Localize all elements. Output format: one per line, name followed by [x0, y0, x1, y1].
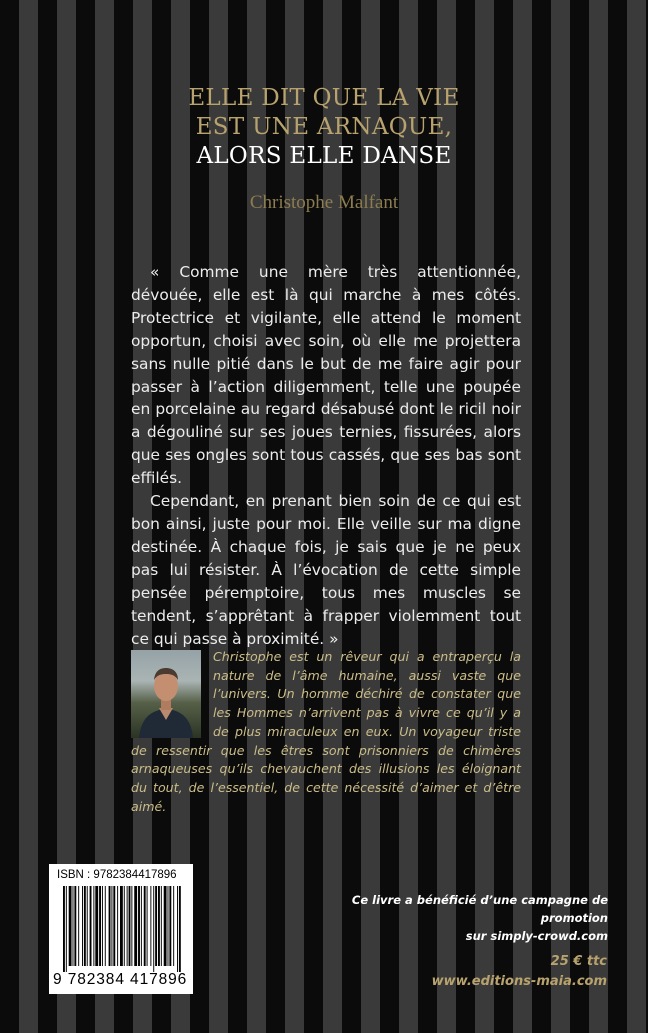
- author-photo: [131, 650, 201, 738]
- quote-paragraph-1: « Comme une mère très attentionnée, dévouée, elle est là qui marche à mes côtés. Protectrice et vigilante, elle attend le moment opportun, choisi avec soin, où elle me projettera sans nulle pitié dans le but de me faire agir pour passer à l’action diligemment, telle une poupée en porcelaine au regard désabusé dont le ricil noir a dégouliné sur ses joues ternies, fissurées, alors que ses ongles sont tous cassés, que ses bas sont effilés.: [131, 263, 521, 488]
- barcode-bar: [99, 886, 101, 966]
- barcode-bar: [147, 886, 148, 966]
- isbn-label: ISBN : 9782384417896: [57, 869, 177, 881]
- barcode-bar: [129, 886, 131, 966]
- barcode-bar: [153, 886, 154, 972]
- title-line-1: ELLE DIT QUE LA VIE: [188, 85, 460, 111]
- barcode-bar: [74, 886, 76, 966]
- author-bio: [131, 648, 521, 816]
- barcode-bar: [164, 886, 167, 966]
- barcode-bar: [63, 886, 65, 972]
- barcode-bar: [78, 886, 79, 966]
- barcode-bar: [90, 886, 92, 966]
- quote-paragraph-2: Cependant, en prenant bien soin de ce qui est bon ainsi, juste pour moi. Elle veille sur ma digne destinée. À chaque fois, je sais que je ne peux pas lui résister. À l’évocation de cette simple pensée péremptoire, tous mes muscles se tendent, s’apprêtant à frapper violemment tout ce qui passe à proximité. »: [131, 492, 521, 648]
- barcode-bar: [169, 886, 171, 966]
- barcode-bar: [131, 886, 132, 966]
- author-name: Christophe Malfant: [249, 192, 399, 213]
- isbn-digits: 9 782384 417896: [53, 971, 188, 988]
- barcode-bar: [158, 886, 160, 966]
- barcode-bar: [177, 886, 178, 972]
- barcode-bar: [95, 886, 98, 966]
- barcode-bars: [63, 886, 181, 972]
- title-line-2: EST UNE ARNAQUE,: [195, 114, 453, 140]
- promo-note: [288, 891, 608, 945]
- title-line-3: ALORS ELLE DANSE: [196, 143, 452, 169]
- barcode-bar: [179, 886, 181, 972]
- barcode-bar: [124, 886, 125, 966]
- barcode-bar: [138, 886, 140, 966]
- barcode-bar: [113, 886, 115, 966]
- promo-line-2: sur simply-crowd.com: [465, 929, 608, 943]
- barcode-bar: [66, 886, 67, 972]
- back-cover-quote: [131, 261, 521, 650]
- barcode-bar: [105, 886, 106, 966]
- barcode-bar: [120, 886, 123, 966]
- barcode-bar: [69, 886, 72, 966]
- barcode-bar: [141, 886, 142, 966]
- barcode-bar: [144, 886, 146, 966]
- barcode-bar: [109, 886, 111, 966]
- barcode-bar: [87, 886, 88, 966]
- barcode-bar: [134, 886, 137, 966]
- barcode-bar: [84, 886, 86, 966]
- barcode-bar: [117, 886, 118, 966]
- book-title: [0, 84, 648, 171]
- barcode-bar: [173, 886, 174, 966]
- barcode-bar: [102, 886, 103, 966]
- publisher-website: www.editions-maia.com: [431, 974, 607, 989]
- bio-text: Christophe est un rêveur qui a entraperçu la nature de l’âme humaine, aussi vaste que l’univers. Un homme déchiré de constater que les Hommes n’arrivent pas à vivre ce qu’il y a de plus miraculeux en eux. Un voyageur triste de ressentir que les êtres sont prisonniers de chimères arnaqueuses qu’ils chevauchent des illusions les éloignant du tout, de l’essentiel, de cette nécessité d’aimer et d’être aimé.: [131, 649, 521, 814]
- barcode-bar: [161, 886, 162, 966]
- barcode-bar: [150, 886, 151, 966]
- isbn-barcode: [49, 864, 193, 994]
- promo-line-1: Ce livre a bénéficié d’une campagne de promotion: [351, 893, 608, 925]
- barcode-bar: [168, 886, 169, 966]
- barcode-bar: [155, 886, 157, 966]
- barcode-bar: [127, 886, 128, 966]
- barcode-bar: [82, 886, 83, 966]
- barcode-bar: [73, 886, 74, 966]
- barcode-bar: [93, 886, 94, 966]
- price: 25 € ttc: [550, 954, 607, 969]
- barcode-bar: [111, 886, 112, 966]
